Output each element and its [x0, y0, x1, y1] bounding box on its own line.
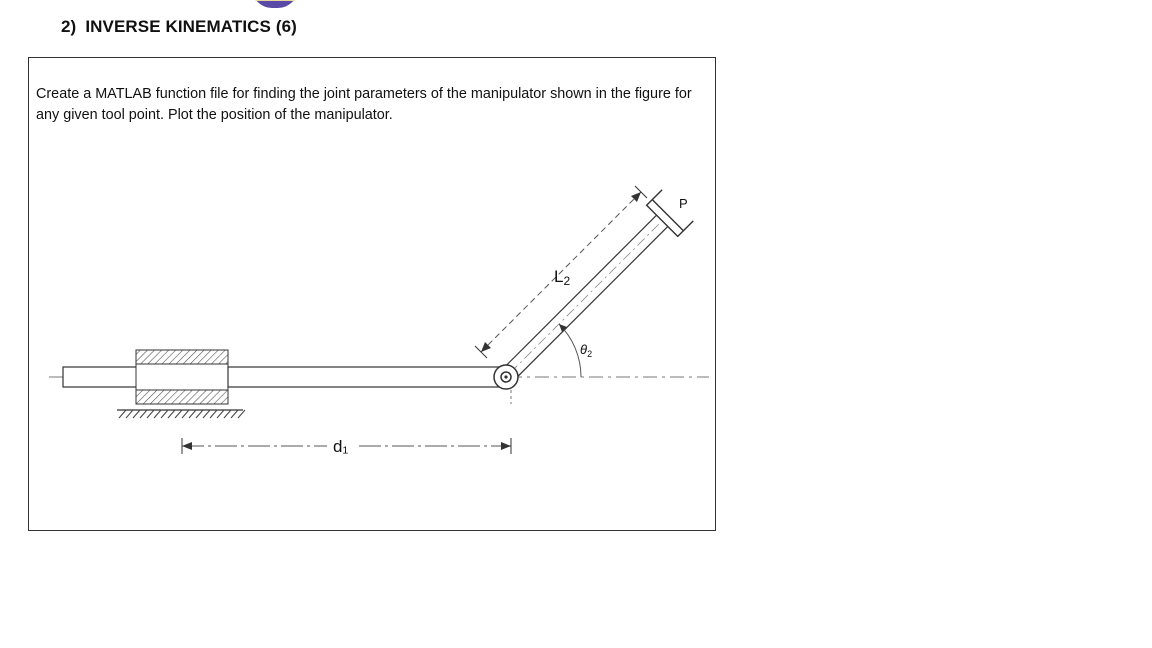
question-title: INVERSE KINEMATICS (6): [85, 17, 297, 36]
label-p: P: [679, 196, 688, 211]
manipulator-figure: [29, 58, 715, 530]
label-l2: L2: [554, 267, 571, 288]
shaft-end: [63, 367, 137, 387]
label-d1: d₁: [333, 437, 349, 456]
label-theta2: $\theta_2$: [580, 342, 593, 359]
bearing-housing-top: [136, 350, 228, 364]
question-number: 2): [61, 17, 77, 36]
institution-logo: [252, 0, 298, 8]
revolute-link: [500, 212, 670, 382]
question-box: [28, 57, 716, 531]
bearing-bore: [136, 364, 228, 390]
question-description: Create a MATLAB function file for finding the joint parameters of the manipulator shown in the figure for any given tool point. Plot the position of the manipulator.: [36, 86, 692, 123]
prismatic-link: [228, 367, 506, 387]
bearing-housing-bottom: [136, 390, 228, 404]
question-heading: [61, 17, 297, 37]
ground-hatch: [119, 410, 245, 418]
